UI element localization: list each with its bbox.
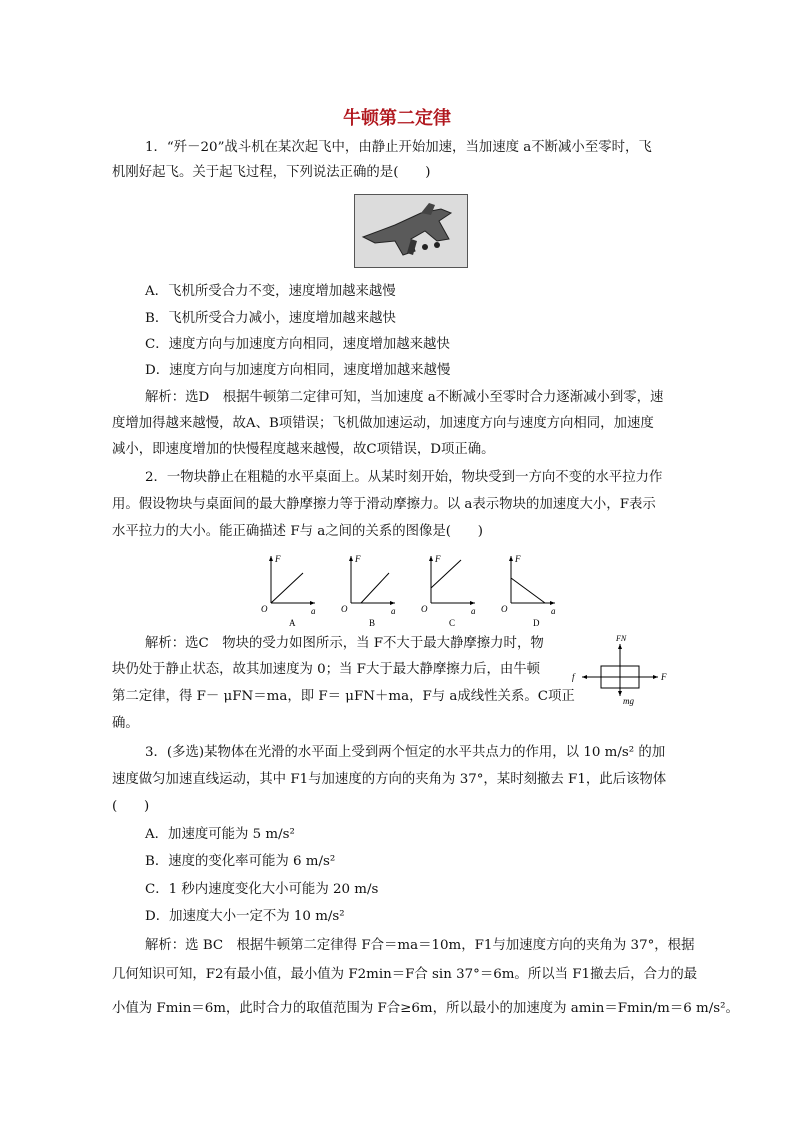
graph-b-origin: O (341, 604, 348, 614)
graph-c (421, 554, 476, 628)
graph-d-y-label: F (515, 554, 521, 564)
q1-option-a: A．飞机所受合力不变，速度增加越来越慢 (145, 284, 396, 299)
q2-line-2: 用。假设物块与桌面间的最大静摩擦力等于滑动摩擦力。以 a表示物块的加速度大小，F表示 (112, 497, 656, 512)
q2-analysis-2: 块仍处于静止状态，故其加速度为 0；当 F大于最大静摩擦力后，由牛顿 (112, 662, 541, 677)
q1-analysis-2: 度增加得越来越慢，故A、B项错误；飞机做加速运动，加速度方向与速度方向相同，加速度 (112, 416, 654, 431)
q3-option-d: D．加速度大小一定不为 10 m/s² (145, 909, 345, 924)
graph-a-origin: O (261, 604, 268, 614)
q1-option-c: C．速度方向与加速度方向相同，速度增加越来越快 (145, 337, 450, 352)
graph-c-origin: O (421, 604, 428, 614)
graph-d-origin: O (501, 604, 508, 614)
q3-analysis-2: 几何知识可知，F2有最小值，最小值为 F2min＝F合 sin 37°＝6m。所以当 F1撤去后，合力的最 (112, 967, 698, 982)
q3-line-1: 3．(多选)某物体在光滑的水平面上受到两个恒定的水平共点力的作用，以 10 m/s² 的加 (145, 745, 666, 760)
q2-analysis-4: 确。 (112, 716, 139, 731)
q2-line-1: 2．一物块静止在粗糙的水平桌面上。从某时刻开始，物块受到一方向不变的水平拉力作 (145, 470, 663, 485)
graph-a (261, 554, 316, 628)
force-friction-label: f (572, 672, 575, 682)
q3-line-2: 速度做匀加速直线运动，其中 F1与加速度的方向的夹角为 37°，某时刻撤去 F1，此后该物体 (112, 772, 667, 787)
q3-analysis-1: 解析：选 BC 根据牛顿第二定律得 F合＝ma＝10m，F1与加速度方向的夹角为 37°，根据 (145, 938, 695, 953)
graph-b-y-label: F (355, 554, 361, 564)
q1-analysis-3: 减小，即速度增加的快慢程度越来越慢，故C项错误，D项正确。 (112, 442, 495, 457)
fa-graphs (255, 548, 565, 628)
force-weight-label: mg (623, 696, 634, 706)
q1-line-2: 机刚好起飞。关于起飞过程，下列说法正确的是( ) (112, 165, 431, 180)
q3-analysis-3: 小值为 Fmin＝6m，此时合力的取值范围为 F合≥6m，所以最小的加速度为 amin＝Fmin/m＝6 m/s²。 (112, 1001, 739, 1016)
graph-a-caption: A (289, 618, 296, 628)
graph-d-caption: D (533, 618, 540, 628)
q3-option-a: A．加速度可能为 5 m/s² (145, 827, 295, 842)
q2-line-3: 水平拉力的大小。能正确描述 F与 a之间的关系的图像是( ) (112, 524, 483, 539)
q1-option-d: D．速度方向与加速度方向相同，速度增加越来越慢 (145, 363, 451, 378)
graph-c-caption: C (449, 618, 456, 628)
graph-b (341, 554, 396, 628)
graph-c-y-label: F (435, 554, 441, 564)
q2-analysis-3: 第二定律，得 F－ μFN＝ma，即 F＝ μFN＋ma，F与 a成线性关系。C项正 (112, 689, 575, 704)
q2-analysis-1: 解析：选C 物块的受力如图所示，当 F不大于最大静摩擦力时，物 (145, 636, 544, 651)
page-title: 牛顿第二定律 (343, 108, 451, 129)
graph-b-x-label: a (391, 606, 396, 616)
graph-d-x-label: a (551, 606, 556, 616)
q3-line-3: ( ) (112, 799, 150, 814)
graph-b-caption: B (369, 618, 376, 628)
q1-option-b: B．飞机所受合力减小，速度增加越来越快 (145, 311, 396, 326)
force-pull-label: F (661, 672, 667, 682)
q1-analysis-1: 解析：选D 根据牛顿第二定律可知，当加速度 a不断减小至零时合力逐渐减小到零，速 (145, 390, 664, 405)
fighter-jet-image (354, 194, 468, 268)
q3-option-b: B．速度的变化率可能为 6 m/s² (145, 854, 336, 869)
graph-d (501, 554, 556, 628)
graph-c-x-label: a (471, 606, 476, 616)
q3-option-c: C．1 秒内速度变化大小可能为 20 m/s (145, 882, 379, 897)
force-normal-label: FN (616, 634, 627, 643)
graph-a-x-label: a (311, 606, 316, 616)
force-diagram (568, 632, 680, 710)
graph-a-y-label: F (275, 554, 281, 564)
q1-line-1: 1．“歼－20”战斗机在某次起飞中，由静止开始加速，当加速度 a不断减小至零时，飞 (145, 140, 652, 155)
